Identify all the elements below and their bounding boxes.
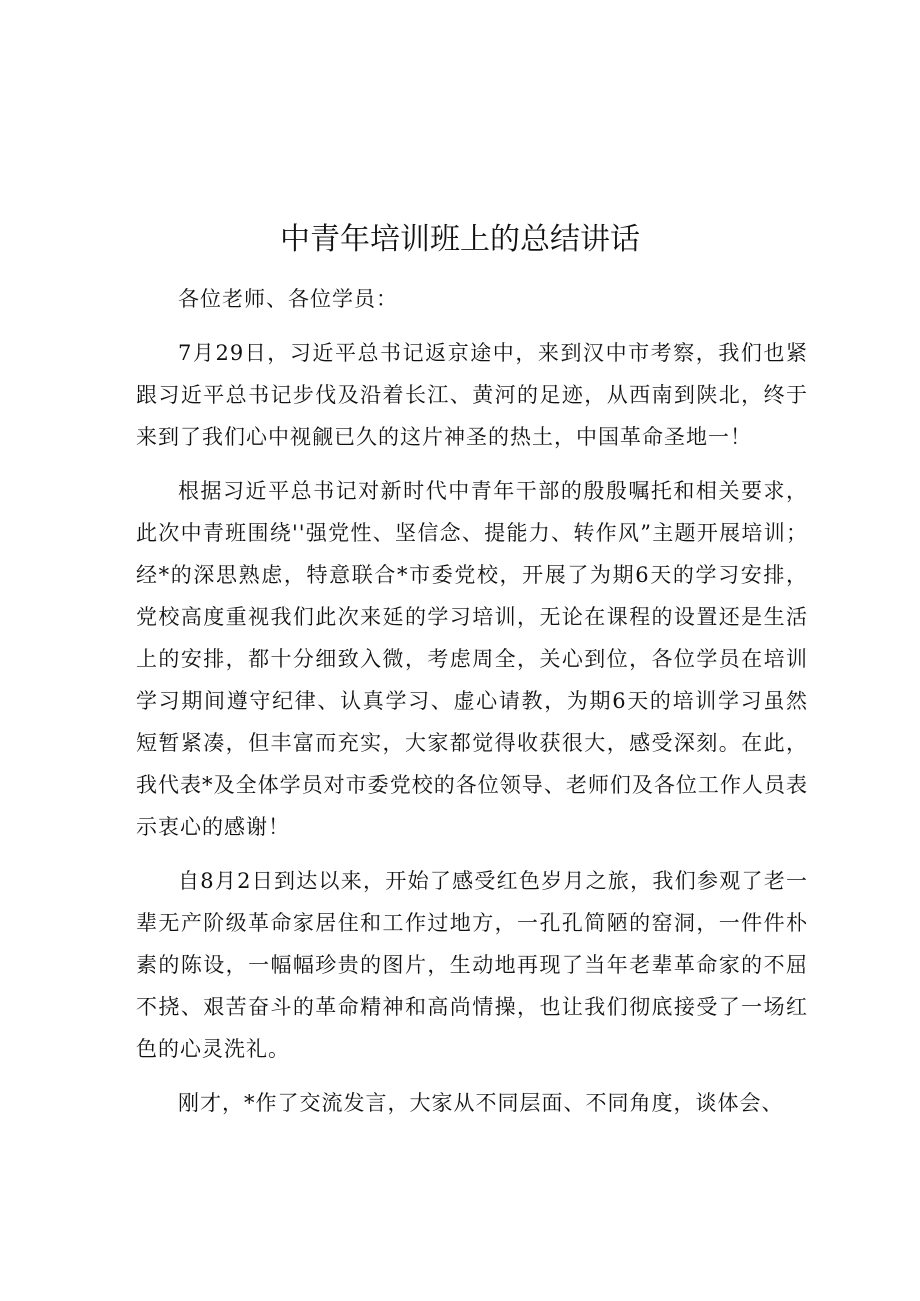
paragraph-1: 7月29日，习近平总书记返京途中，来到汉中市考察，我们也紧跟习近平总书记步伐及沿着长江、黄河的足迹，从西南到陕北，终于来到了我们心中视觎已久的这片神圣的热土，中国革命圣地一！ (136, 341, 808, 449)
paragraph-3: 自8月2日到达以来，开始了感受红色岁月之旅，我们参观了老一辈无产阶级革命家居住和工作过地方，一孔孔简陋的窑洞，一件件朴素的陈设，一幅幅珍贵的图片，生动地再现了当年老辈革命家的不屈不挠、艰苦奋斗的革命精神和高尚情操，也让我们彻底接受了一场红色的心灵洗礼。 (136, 869, 808, 1061)
paragraph-4: 刚才，*作了交流发言，大家从不同层面、不同角度，谈体会、 (178, 1091, 784, 1115)
document-title: 中青年培训班上的总结讲话 (280, 222, 640, 257)
document-body (136, 278, 808, 1136)
greeting-paragraph: 各位老师、各位学员： (178, 287, 398, 311)
paragraph-2: 根据习近平总书记对新时代中青年干部的殷殷嘱托和相关要求，此次中青班围绕''强党性、坚信念、提能力、转作风”主题开展培训；经*的深思熟虑，特意联合*市委党校，开展了为期6天的学习安排，党校高度重视我们此次来延的学习培训，无论在课程的设置还是生活上的安排，都十分细致入微，考虑周全，关心到位，各位学员在培训学习期间遵守纪律、认真学习、虚心请教，为期6天的培训学习虽然短暂紧凑，但丰富而充实，大家都觉得收获很大，感受深刻。在此，我代表*及全体学员对市委党校的各位领导、老师们及各位工作人员表示衷心的感谢！ (136, 479, 808, 839)
